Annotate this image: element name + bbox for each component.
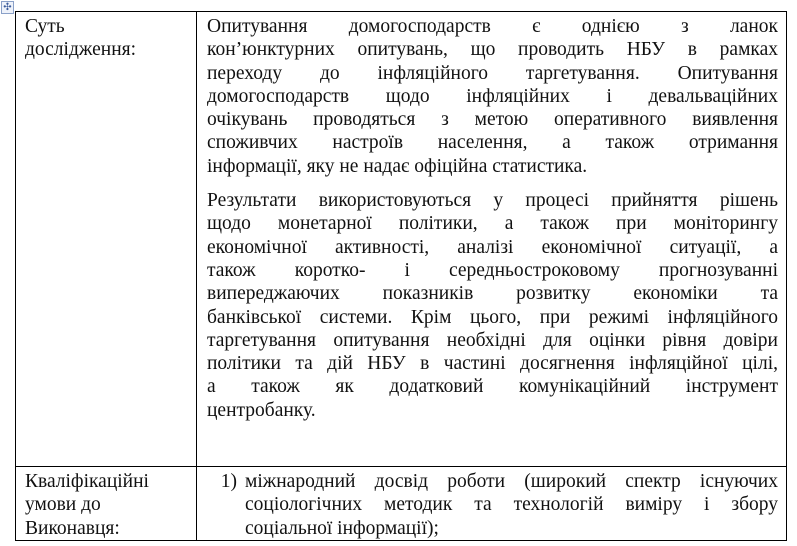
table-move-handle-icon[interactable]: ✣ <box>1 1 14 14</box>
list-item <box>207 470 778 540</box>
paragraph <box>207 189 778 422</box>
text-line: центробанку. <box>207 399 316 421</box>
text-line: переходу до інфляційного таргетування. Опитування <box>207 62 778 84</box>
text-line: Результати використовуються у процесі прийняття рішень <box>207 190 778 212</box>
row-label-line: умови до <box>25 494 101 516</box>
row-label-cell <box>16 467 197 540</box>
list-number: 1) <box>220 471 237 492</box>
text-line: соціологічних методик та технологій виміру і збору <box>245 494 778 516</box>
text-line: споживчих настроїв населення, а також отримання <box>207 132 778 154</box>
row-label-line: Виконавця: <box>25 517 120 539</box>
text-line: економічної активності, аналізі економічної ситуації, а <box>207 236 778 258</box>
row-content-cell <box>197 12 786 466</box>
text-line: Опитування домогосподарств є однією з ланок <box>207 16 778 37</box>
table-row <box>16 12 786 467</box>
text-line: щодо монетарної політики, а також при моніторингу <box>207 213 778 235</box>
row-label-line: Кваліфікаційні <box>25 471 149 492</box>
text-line: інформації, яку не надає офіційна статистика. <box>207 155 588 177</box>
document-table <box>15 11 787 541</box>
text-line: очікувань проводяться з метою оперативного виявлення <box>207 109 778 131</box>
text-line: випереджаючих показників розвитку економіки та <box>207 283 778 305</box>
text-line: а також як додатковий комунікаційний інструмент <box>207 376 778 398</box>
text-line: соціальної інформації); <box>245 517 439 539</box>
row-label-cell <box>16 12 197 466</box>
text-line: кон’юнктурних опитувань, що проводить НБУ в рамках <box>207 39 778 61</box>
text-line: таргетування опитування необхідні для оцінки рівня довіри <box>207 329 778 351</box>
text-line: банківської системи. Крім цього, при режимі інфляційного <box>207 306 778 328</box>
text-line: також коротко- і середньостроковому прогнозуванні <box>207 259 778 281</box>
paragraph <box>207 15 778 178</box>
text-line: міжнародний досвід роботи (широкий спектр існуючих <box>245 471 778 492</box>
table-row <box>16 467 786 541</box>
row-content-cell <box>197 467 786 540</box>
text-line: домогосподарств щодо інфляційних і девальваційних <box>207 85 778 107</box>
row-label-line: дослідження: <box>25 39 137 61</box>
text-line: політики та дій НБУ в частині досягнення інфляційної цілі, <box>207 353 778 375</box>
row-label-line: Суть <box>25 16 65 37</box>
